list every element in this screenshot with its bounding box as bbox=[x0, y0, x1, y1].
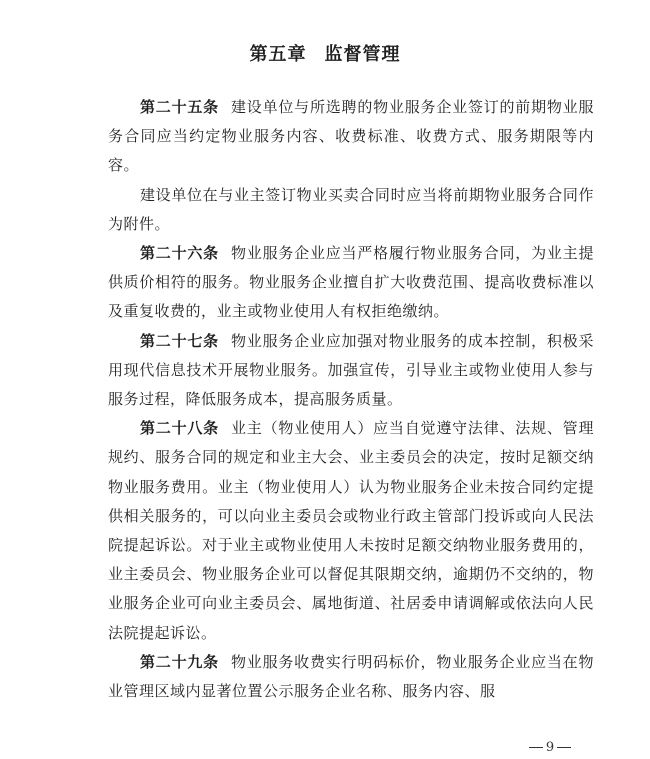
paragraph bbox=[108, 93, 594, 181]
paragraph bbox=[108, 414, 594, 648]
article-number: 第二十六条 bbox=[140, 244, 219, 263]
document-body bbox=[108, 93, 594, 706]
article-number: 第二十九条 bbox=[140, 652, 219, 671]
paragraph bbox=[108, 239, 594, 327]
page-number: 9 bbox=[520, 741, 580, 755]
paragraph-text: 物业服务企业应加强对物业服务的成本控制，积极采用现代信息技术开展物业服务。加强宣传，引导业主或物业使用人参与服务过程，降低服务成本，提高服务质量。 bbox=[108, 331, 594, 409]
paragraph-text: 建设单位在与业主签订物业买卖合同时应当将前期物业服务合同作为附件。 bbox=[108, 185, 594, 233]
paragraph-text: 业主（物业使用人）应当自觉遵守法律、法规、管理规约、服务合同的规定和业主大会、业主委员会的决定，按时足额交纳物业服务费用。业主（物业使用人）认为物业服务企业未按合同约定提供相关服务的，可以向业主委员会或物业行政主管部门投诉或向人民法院提起诉讼。对于业主或物业使用人未按时足额交纳物业服务费用的，业主委员会、物业服务企业可以督促其限期交纳，逾期仍不交纳的，物业服务企业可向业主委员会、属地街道、社居委申请调解或依法向人民法院提起诉讼。 bbox=[108, 419, 594, 642]
chapter-title: 监督管理 bbox=[324, 44, 401, 65]
paragraph-text: 物业服务企业应当严格履行物业服务合同，为业主提供质价相符的服务。物业服务企业擅自扩大收费范围、提高收费标准以及重复收费的，业主或物业使用人有权拒绝缴纳。 bbox=[108, 244, 594, 321]
article-number: 第二十七条 bbox=[140, 331, 219, 350]
article-number: 第二十五条 bbox=[140, 98, 219, 116]
paragraph-text: 物业服务收费实行明码标价，物业服务企业应当在物业管理区域内显著位置公示服务企业名称、服务内容、服 bbox=[108, 652, 594, 701]
paragraph bbox=[108, 648, 594, 706]
paragraph-text: 建设单位与所选聘的物业服务企业签订的前期物业服务合同应当约定物业服务内容、收费标准、收费方式、服务期限等内容。 bbox=[108, 98, 594, 175]
chapter-heading bbox=[0, 40, 650, 66]
chapter-number: 第五章 bbox=[249, 44, 307, 65]
paragraph bbox=[108, 181, 594, 239]
article-number: 第二十八条 bbox=[140, 419, 219, 438]
paragraph bbox=[108, 327, 594, 415]
